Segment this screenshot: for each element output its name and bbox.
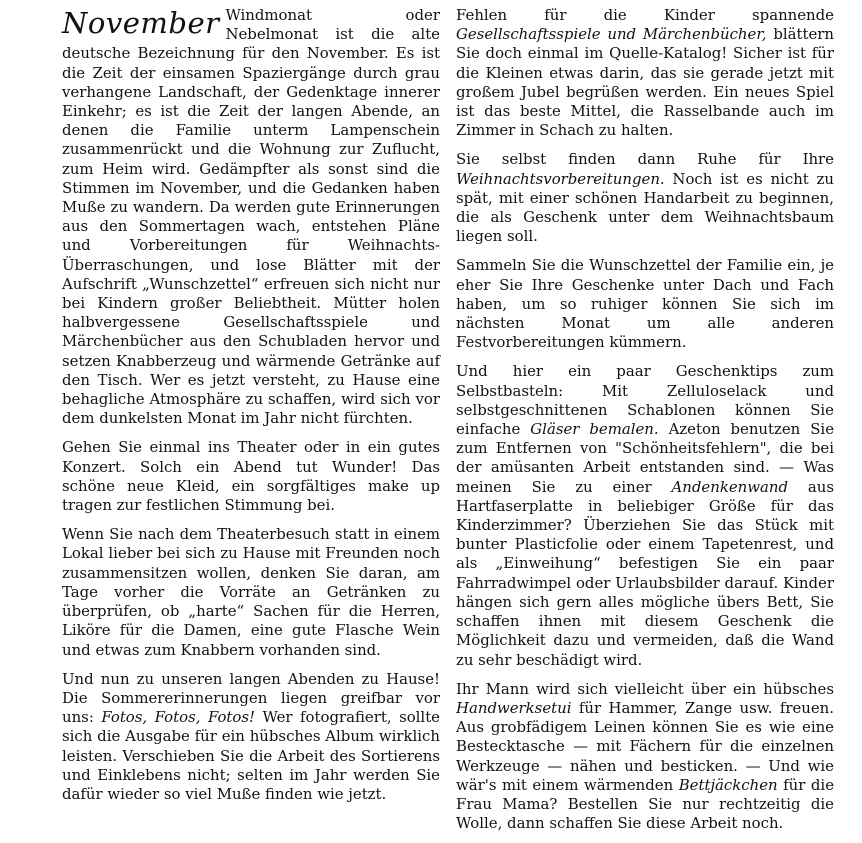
emphasized-text: Weihnachtsvorbereitungen. bbox=[456, 169, 665, 188]
paragraph bbox=[456, 150, 834, 246]
paragraph bbox=[456, 362, 834, 669]
paragraph-text: Wenn Sie nach dem Theaterbesuch statt in einem Lokal lieber bei sich zu Hause mit Freunden noch zusammensitzen wollen, denken Sie daran, am Tage vorher die Vorräte an Getränken zu überprüfen, ob „harte“ Sachen für die Herren, Liköre für die Damen, eine gute Flasche Wein und etwas zum Knabbern vorhanden sind. bbox=[62, 525, 440, 659]
paragraph-text: Wer fotografiert, sollte sich die Ausgabe für ein hübsches Album wirklich leisten. Verschieben Sie die Arbeit des Sortierens und Einklebens nicht; selten im Jahr werden Sie dafür wieder so viel Muße finden wie jetzt. bbox=[62, 708, 440, 803]
emphasized-text: Andenkenwand bbox=[671, 477, 788, 496]
emphasized-text: Fotos, Fotos, Fotos! bbox=[101, 708, 256, 727]
paragraph bbox=[62, 670, 440, 804]
paragraph-text: Noch ist es nicht zu spät, mit einer schönen Handarbeit zu beginnen, die als Geschenk unter dem Weihnachtsbaum liegen soll. bbox=[456, 169, 834, 246]
paragraph bbox=[62, 525, 440, 659]
article-title: November bbox=[62, 6, 220, 40]
paragraph-text: Sammeln Sie die Wunschzettel der Familie ein, je eher Sie Ihre Geschenke unter Dach und Fach haben, um so ruhiger können Sie sich im nächsten Monat um alle anderen Festvorbereitungen kümmern. bbox=[456, 256, 834, 352]
paragraph-text: Gehen Sie einmal ins Theater oder in ein gutes Konzert. Solch ein Abend tut Wunder! Das schöne neue Kleid, ein sorgfältiges make up tragen zur festlichen Stimmung bei. bbox=[62, 438, 440, 515]
paragraph bbox=[456, 6, 834, 140]
paragraph-text: Sie selbst finden dann Ruhe für Ihre bbox=[456, 150, 834, 169]
paragraph bbox=[456, 256, 834, 352]
paragraph-text: Ihr Mann wird sich vielleicht über ein hübsches bbox=[456, 679, 834, 698]
paragraph-text: Und hier ein paar Geschenktips zum Selbstbasteln: Mit Zelluloselack und selbstgeschnittenen Schablonen können Sie einfache bbox=[456, 362, 834, 439]
emphasized-text: Handwerksetui bbox=[456, 698, 572, 717]
paragraph-text: Azeton benutzen Sie zum Entfernen von "Schönheitsfehlern", die bei der amüsanten Arbeit entstanden sind. — Was meinen Sie zu einer bbox=[456, 420, 835, 496]
emphasized-text: Bettjäckchen bbox=[678, 775, 778, 794]
paragraph-text: Windmonat oder Nebelmonat ist die alte deutsche Bezeichnung für den November. Es ist die Zeit der einsamen Spaziergänge durch grau verhangene Landschaft, der Gedenktage innerer Einkehr; es ist die Zeit der langen Abende, an denen die Familie unterm Lampenschein zusammenrückt und die Wohnung zur Zuflucht, zum Heim wird. Gedämpfter als sonst sind die Stimmen im November, und die Gedanken haben Muße zu wandern. Da werden gute Erinnerungen aus den Sommertagen wach, entstehen Pläne und Vorbereitungen für Weihnachts-Überraschungen, und lose Blätter mit der Aufschrift „Wunschzettel“ erfreuen sich nicht nur bei Kindern großer Beliebtheit. Mütter holen halbvergessene Gesellschaftsspiele und Märchenbücher aus den Schubladen hervor und setzen Knabberzeug und wärmende Getränke auf den Tisch. Wer es jetzt versteht, zu Hause eine behagliche Atmosphäre zu schaffen, wird sich vor dem dunkelsten Monat im Jahr nicht fürchten. bbox=[62, 6, 440, 428]
emphasized-text: Gesellschaftsspiele und Märchenbücher, bbox=[456, 25, 767, 44]
paragraph-text: blättern Sie doch einmal im Quelle-Katalog! Sicher ist für die Kleinen etwas darin, das sie gerade jetzt mit großem Jubel begrüßen werden. Ein neues Spiel ist das beste Mittel, die Rasselbande auch im Zimmer in Schach zu halten. bbox=[456, 25, 834, 140]
paragraph-text: für die Frau Mama? Bestellen Sie nur rechtzeitig die Wolle, dann schaffen Sie diese Arbeit noch. bbox=[456, 775, 835, 833]
left-column bbox=[62, 6, 440, 814]
paragraph bbox=[62, 438, 440, 515]
paragraph-text: für Hammer, Zange usw. freuen. Aus grobfädigem Leinen können Sie es wie eine Bestecktasche — mit Fächern für die einzelnen Werkzeuge — nähen und besticken. — Und wie wär's mit einem wärmenden bbox=[456, 698, 834, 794]
right-column bbox=[456, 6, 834, 843]
paragraph bbox=[456, 680, 834, 834]
paragraph-text: Und nun zu unseren langen Abenden zu Hause! Die Sommererinnerungen liegen greifbar vor uns: bbox=[62, 669, 440, 727]
emphasized-text: Gläser bemalen. bbox=[530, 420, 659, 439]
paragraph-text: aus Hartfaserplatte in beliebiger Größe für das Kinderzimmer? Überziehen Sie das Stück mit bunter Plasticfolie oder einem Tapetenrest, und als „Einweihung“ befestigen Sie ein paar Fahrradwimpel oder Urlaubsbilder darauf. Kinder hängen sich gern alles mögliche übers Bett, Sie schaffen ihnen mit diesem Geschenk die Möglichkeit dazu und vermeiden, daß die Wand zu sehr beschädigt wird. bbox=[456, 477, 834, 669]
intro-paragraph bbox=[62, 6, 440, 428]
paragraph-text: Fehlen für die Kinder spannende bbox=[456, 6, 834, 24]
